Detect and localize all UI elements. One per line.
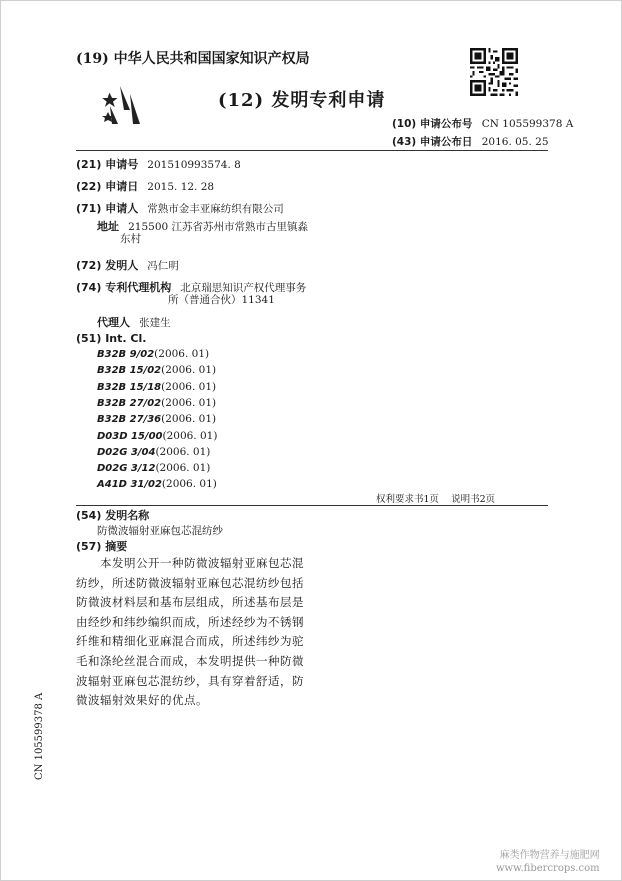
ipc-version: (2006. 01) xyxy=(162,429,218,442)
applicant-name: 常熟市金丰亚麻纺织有限公司 xyxy=(147,203,284,215)
ipc-version: (2006. 01) xyxy=(154,348,210,360)
agent-name: 张建生 xyxy=(139,317,171,329)
header-divider xyxy=(76,150,548,151)
publication-number-row xyxy=(392,116,573,131)
agent-label: 代理人 xyxy=(97,316,130,329)
int-cl-label: (51) Int. Cl. xyxy=(76,332,147,345)
address-line-1: 215500 江苏省苏州市常熟市古里镇淼 xyxy=(128,221,309,233)
address-label: 地址 xyxy=(97,220,119,233)
ipc-code: D03D 15/00 xyxy=(97,430,163,442)
ipc-entry xyxy=(97,397,216,409)
website-watermark xyxy=(496,849,600,875)
ipc-entry xyxy=(97,430,217,442)
publication-date: 2016. 05. 25 xyxy=(481,136,549,148)
ipc-version: (2006. 01) xyxy=(155,445,211,458)
watermark-url: www.fibercrops.com xyxy=(496,863,600,874)
abstract-text: 本发明公开一种防微波辐射亚麻包芯混纺纱，所述防微波辐射亚麻包芯混纺纱包括防微波材料层和基布层组成，所述基布层是由经纱和纬纱编织而成，所述经纱为不锈钢纤维和精细化亚麻混合而成，所述纬纱为驼毛和涤纶丝混合而成，本发明提供一种防微波辐射亚麻包芯混纺纱，具有穿着舒适，防微波辐射效果好的优点。 xyxy=(76,556,304,708)
address-line-2: 东村 xyxy=(120,233,141,245)
ipc-version: (2006. 01) xyxy=(161,380,217,393)
ipc-version: (2006. 01) xyxy=(161,364,217,377)
ipc-version: (2006. 01) xyxy=(161,478,217,491)
agency-line-2: 所（普通合伙）11341 xyxy=(168,294,275,306)
side-publication-code: CN 105599378 A xyxy=(34,692,45,780)
ipc-entry xyxy=(97,446,210,458)
ipc-version: (2006. 01) xyxy=(155,462,211,475)
document-type-title: (12) 发明专利申请 xyxy=(218,90,386,111)
ipc-code: B32B 27/02 xyxy=(97,397,162,409)
filing-date: 2015. 12. 28 xyxy=(147,181,215,193)
application-number-label: (21) 申请号 xyxy=(76,158,139,171)
ipc-entry xyxy=(97,348,209,360)
ipc-entry xyxy=(97,364,216,376)
ipc-version: (2006. 01) xyxy=(161,396,217,409)
publication-date-row xyxy=(392,134,549,149)
ipc-code: D02G 3/04 xyxy=(97,446,156,458)
inventor-name: 冯仁明 xyxy=(147,260,179,272)
inventor-row xyxy=(76,254,179,273)
section-divider xyxy=(76,505,548,506)
publication-date-label: (43) 申请公布日 xyxy=(392,136,473,148)
ipc-code: A41D 31/02 xyxy=(97,479,162,491)
office-name: (19) 中华人民共和国国家知识产权局 xyxy=(76,51,310,67)
pages-note: 权利要求书1页 说明书2页 xyxy=(376,494,496,505)
watermark-site-name: 麻类作物营养与施肥网 xyxy=(499,850,600,861)
filing-date-row xyxy=(76,175,214,194)
ipc-entry xyxy=(97,413,216,425)
invention-title: 防微波辐射亚麻包芯混纺纱 xyxy=(97,525,223,537)
agency-label: (74) 专利代理机构 xyxy=(76,281,172,294)
applicant-label: (71) 申请人 xyxy=(76,202,139,215)
publication-number-label: (10) 申请公布号 xyxy=(392,118,473,130)
application-number: 201510993574. 8 xyxy=(147,159,241,171)
inventor-label: (72) 发明人 xyxy=(76,259,139,272)
ipc-version: (2006. 01) xyxy=(161,413,217,426)
agent-row xyxy=(97,311,171,330)
ipc-code: B32B 15/02 xyxy=(97,365,162,377)
applicant-row xyxy=(76,197,284,216)
qr-code-icon xyxy=(470,48,518,96)
publication-number: CN 105599378 A xyxy=(481,118,574,130)
ipc-code: B32B 15/18 xyxy=(97,381,162,393)
invention-title-label: (54) 发明名称 xyxy=(76,509,150,522)
ipc-entry xyxy=(97,462,210,474)
ipc-code: D02G 3/12 xyxy=(97,463,156,475)
agency-line-1: 北京瑞思知识产权代理事务 xyxy=(180,282,307,294)
abstract-label: (57) 摘要 xyxy=(76,540,128,553)
application-number-row xyxy=(76,153,241,172)
filing-date-label: (22) 申请日 xyxy=(76,180,139,193)
ipc-code: B32B 27/36 xyxy=(97,414,162,426)
ipc-code: B32B 9/02 xyxy=(97,349,155,360)
ipc-entry xyxy=(97,381,216,393)
ipc-entry xyxy=(97,478,217,490)
patent-office-logo-icon xyxy=(100,80,152,132)
